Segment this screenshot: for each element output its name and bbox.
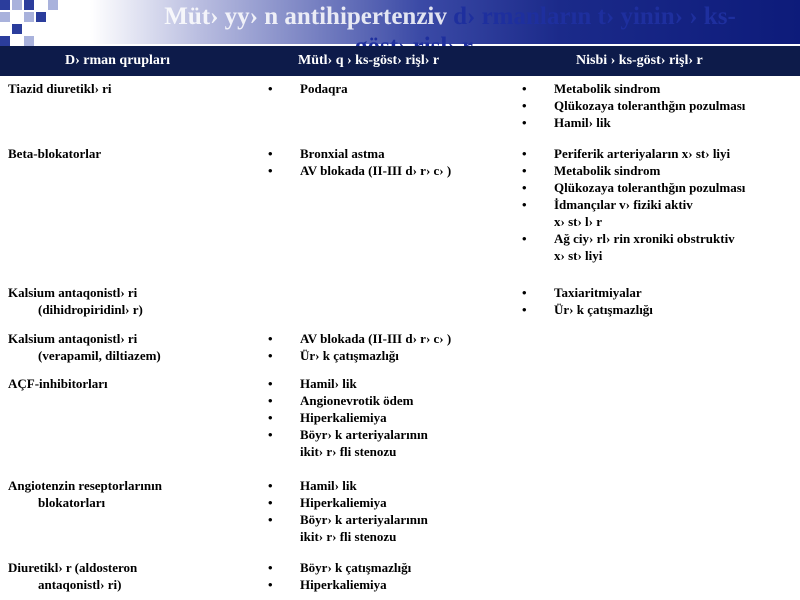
list-item — [268, 392, 508, 409]
bullet-icon: • — [522, 180, 527, 195]
drug-group-cell — [8, 330, 248, 364]
absolute-contraindications-cell — [268, 145, 508, 179]
bullet-icon: • — [522, 81, 527, 96]
drug-group-name: AÇF-inhibitorları — [8, 376, 108, 391]
list-item-text: Ür› k çatışmazlığı — [300, 348, 399, 363]
square — [24, 0, 34, 10]
bullet-icon: • — [268, 577, 273, 592]
bullet-icon: • — [268, 331, 273, 346]
list-item — [522, 284, 797, 301]
list-item-text: x› st› liyi — [554, 248, 603, 263]
list-item-text: x› st› l› r — [554, 214, 603, 229]
drug-group-name: blokatorları — [38, 495, 106, 510]
slide-title — [105, 2, 795, 32]
list-item-text: Metabolik sindrom — [554, 81, 661, 96]
drug-group-name: Angiotenzin reseptorlarının — [8, 478, 162, 493]
square — [0, 0, 10, 10]
list-item-text: İdmançılar v› fiziki aktiv — [554, 197, 693, 212]
bullet-icon: • — [268, 81, 273, 96]
square — [0, 12, 10, 22]
table-header — [0, 46, 800, 76]
list-item-text: Hamil› lik — [554, 115, 611, 130]
list-item-text: Angionevrotik ödem — [300, 393, 414, 408]
list-item — [268, 80, 508, 97]
list-item — [268, 576, 508, 593]
title-band — [0, 0, 800, 44]
drug-group-name: Beta-blokatorlar — [8, 146, 102, 161]
list-item — [522, 196, 797, 230]
drug-group-name: antaqonistl› ri) — [38, 577, 122, 592]
column-header-absolute: Mütl› q › ks-göst› rişl› r — [298, 53, 440, 68]
decorative-squares — [0, 0, 70, 44]
bullet-icon: • — [268, 560, 273, 575]
list-item — [522, 145, 797, 162]
list-item — [522, 179, 797, 196]
list-item — [522, 80, 797, 97]
list-item-text: Hiperkaliemiya — [300, 577, 387, 592]
title-part: d› rmanların t› yinin — [453, 3, 675, 30]
drug-group-name: Tiazid diuretikl› ri — [8, 81, 112, 96]
list-item-text: ikit› r› fli stenozu — [300, 529, 397, 544]
title-part: › yy — [210, 3, 250, 30]
bullet-icon: • — [268, 427, 273, 442]
list-item — [268, 375, 508, 392]
bullet-icon: • — [522, 285, 527, 300]
relative-contraindications-cell — [522, 284, 797, 318]
square — [12, 24, 22, 34]
list-item-text: Hamil› lik — [300, 376, 357, 391]
list-item — [268, 409, 508, 426]
drug-group-cell — [8, 145, 248, 162]
bullet-icon: • — [268, 410, 273, 425]
list-item-text: Taxiaritmiyalar — [554, 285, 642, 300]
drug-group-name: Kalsium antaqonistl› ri — [8, 285, 138, 300]
list-item — [268, 426, 508, 460]
list-item — [268, 162, 508, 179]
list-item-text: AV blokada (II-III d› r› c› ) — [300, 163, 452, 178]
list-item-text: Hiperkaliemiya — [300, 410, 387, 425]
bullet-icon: • — [522, 302, 527, 317]
list-item-text: Podaqra — [300, 81, 348, 96]
column-header-relative: Nisbi › ks-göst› rişl› r — [576, 53, 703, 68]
list-item-text: Qlükozaya toleranthğın pozulması — [554, 180, 746, 195]
drug-group-cell — [8, 559, 248, 593]
title-part: › n antihipertenziv — [249, 3, 454, 30]
drug-group-name: Diuretikl› r (aldosteron — [8, 560, 138, 575]
list-item — [268, 559, 508, 576]
column-header-drug-group: D› rman qrupları — [65, 53, 170, 68]
list-item — [522, 97, 797, 114]
absolute-contraindications-cell — [268, 80, 508, 97]
bullet-icon: • — [268, 348, 273, 363]
title-part: Müt — [164, 3, 211, 30]
drug-group-name: (dihidropiridinl› r) — [38, 302, 143, 317]
drug-group-cell — [8, 375, 248, 392]
relative-contraindications-cell — [522, 145, 797, 264]
list-item-text: Böyr› k arteriyalarının — [300, 512, 428, 527]
list-item-text: ikit› r› fli stenozu — [300, 444, 397, 459]
bullet-icon: • — [522, 231, 527, 246]
drug-group-cell — [8, 284, 248, 318]
list-item — [268, 347, 508, 364]
list-item-text: Böyr› k çatışmazlığı — [300, 560, 412, 575]
bullet-icon: • — [268, 478, 273, 493]
list-item — [268, 494, 508, 511]
square — [36, 12, 46, 22]
absolute-contraindications-cell — [268, 559, 508, 593]
bullet-icon: • — [268, 163, 273, 178]
list-item-text: Hiperkaliemiya — [300, 495, 387, 510]
bullet-icon: • — [522, 197, 527, 212]
square — [48, 0, 58, 10]
list-item — [522, 230, 797, 264]
list-item — [268, 477, 508, 494]
bullet-icon: • — [268, 376, 273, 391]
bullet-icon: • — [522, 98, 527, 113]
list-item-text: Qlükozaya toleranthğın pozulması — [554, 98, 746, 113]
list-item-text: AV blokada (II-III d› r› c› ) — [300, 331, 452, 346]
list-item-text: Ür› k çatışmazlığı — [554, 302, 653, 317]
drug-group-name: Kalsium antaqonistl› ri — [8, 331, 138, 346]
absolute-contraindications-cell — [268, 330, 508, 364]
list-item-text: Periferik arteriyaların x› st› liyi — [554, 146, 731, 161]
drug-group-cell — [8, 80, 248, 97]
square — [24, 36, 34, 46]
list-item-text: Böyr› k arteriyalarının — [300, 427, 428, 442]
list-item — [268, 511, 508, 545]
title-part: › › ks- — [674, 3, 736, 30]
bullet-icon: • — [268, 512, 273, 527]
list-item — [522, 301, 797, 318]
bullet-icon: • — [268, 495, 273, 510]
list-item — [268, 330, 508, 347]
bullet-icon: • — [522, 115, 527, 130]
drug-group-cell — [8, 477, 248, 511]
list-item — [522, 114, 797, 131]
absolute-contraindications-cell — [268, 375, 508, 460]
bullet-icon: • — [268, 146, 273, 161]
list-item — [268, 145, 508, 162]
square — [24, 12, 34, 22]
list-item-text: Hamil› lik — [300, 478, 357, 493]
list-item-text: Metabolik sindrom — [554, 163, 661, 178]
list-item — [522, 162, 797, 179]
bullet-icon: • — [522, 163, 527, 178]
list-item-text: Ağ ciy› rl› rin xroniki obstruktiv — [554, 231, 735, 246]
bullet-icon: • — [522, 146, 527, 161]
square — [12, 0, 22, 10]
absolute-contraindications-cell — [268, 477, 508, 545]
bullet-icon: • — [268, 393, 273, 408]
list-item-text: Bronxial astma — [300, 146, 385, 161]
relative-contraindications-cell — [522, 80, 797, 131]
square — [0, 36, 10, 46]
drug-group-name: (verapamil, diltiazem) — [38, 348, 161, 363]
